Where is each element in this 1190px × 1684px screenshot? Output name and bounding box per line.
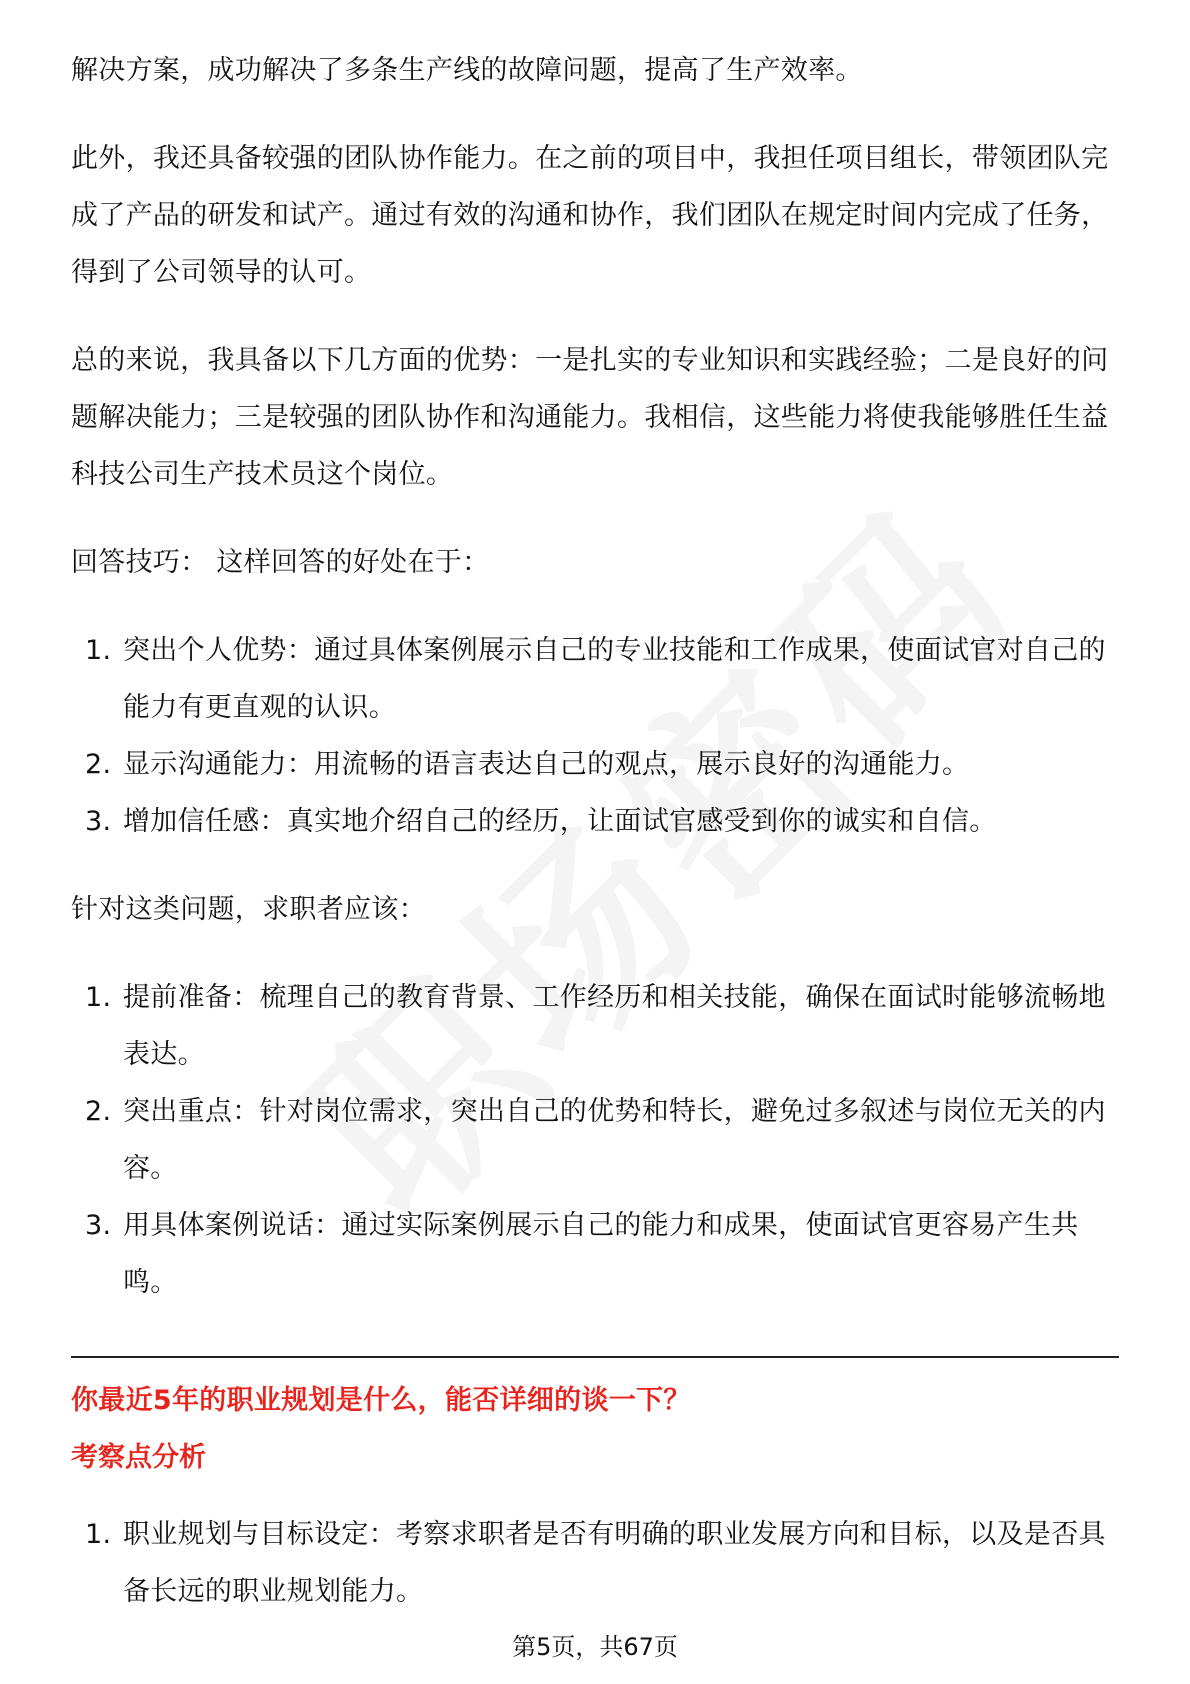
tips-list	[71, 622, 1119, 850]
list-number: 2.	[85, 749, 112, 780]
list-item	[71, 1197, 1119, 1311]
list-item	[71, 1506, 1119, 1620]
page-number: 第5页，共67页	[512, 1633, 678, 1661]
list-number: 3.	[85, 806, 112, 837]
paragraph-teamwork: 此外，我还具备较强的团队协作能力。在之前的项目中，我担任项目组长，带领团队完成了产品的研发和试产。通过有效的沟通和协作，我们团队在规定时间内完成了任务，得到了公司领导的认可。	[71, 143, 1109, 288]
list-item-text: 提前准备：梳理自己的教育背景、工作经历和相关技能，确保在面试时能够流畅地表达。	[123, 982, 1106, 1070]
list-item	[71, 736, 1119, 793]
list-item-text: 用具体案例说话：通过实际案例展示自己的能力和成果，使面试官更容易产生共鸣。	[123, 1210, 1079, 1298]
list-item-text: 突出个人优势：通过具体案例展示自己的专业技能和工作成果，使面试官对自己的能力有更直观的认识。	[123, 635, 1106, 723]
list-item	[71, 1083, 1119, 1197]
analysis-list	[71, 1506, 1119, 1620]
section-divider	[71, 1356, 1119, 1358]
list-item-text: 突出重点：针对岗位需求，突出自己的优势和特长，避免过多叙述与岗位无关的内容。	[123, 1096, 1106, 1184]
list-item	[71, 793, 1119, 850]
advice-intro: 针对这类问题，求职者应该：	[71, 894, 426, 925]
advice-list	[71, 969, 1119, 1311]
paragraph-continuation: 解决方案，成功解决了多条生产线的故障问题，提高了生产效率。	[71, 55, 863, 86]
list-item-text: 职业规划与目标设定：考察求职者是否有明确的职业发展方向和目标，以及是否具备长远的职业规划能力。	[123, 1519, 1106, 1607]
list-item	[71, 622, 1119, 736]
list-number: 2.	[85, 1096, 112, 1127]
tips-intro: 回答技巧： 这样回答的好处在于：	[71, 547, 490, 578]
list-number: 1.	[85, 1519, 112, 1550]
list-item	[71, 969, 1119, 1083]
list-number: 3.	[85, 1210, 112, 1241]
list-item-text: 显示沟通能力：用流畅的语言表达自己的观点，展示良好的沟通能力。	[123, 749, 970, 780]
list-item-text: 增加信任感：真实地介绍自己的经历，让面试官感受到你的诚实和自信。	[123, 806, 997, 837]
page-content	[71, 42, 1119, 1651]
analysis-heading: 考察点分析	[71, 1442, 206, 1473]
paragraph-summary: 总的来说，我具备以下几方面的优势：一是扎实的专业知识和实践经验；二是良好的问题解决能力；三是较强的团队协作和沟通能力。我相信，这些能力将使我能够胜任生益科技公司生产技术员这个岗位。	[71, 345, 1109, 490]
question-title: 你最近5年的职业规划是什么，能否详细的谈一下？	[71, 1385, 691, 1416]
list-number: 1.	[85, 635, 112, 666]
list-number: 1.	[85, 982, 112, 1013]
